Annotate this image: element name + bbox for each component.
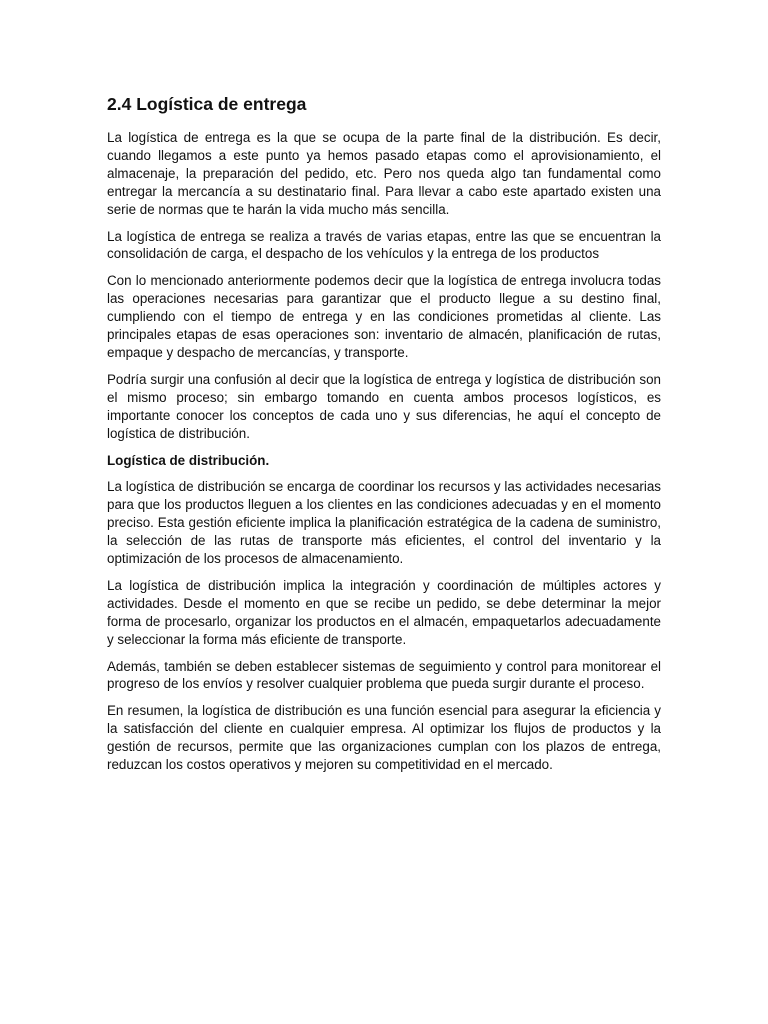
paragraph: La logística de entrega se realiza a través de varias etapas, entre las que se encuentran la consolidación de carga, el despacho de los vehículos y la entrega de los productos bbox=[107, 228, 661, 262]
paragraph: La logística de entrega es la que se ocupa de la parte final de la distribución. Es decir, cuando llegamos a este punto ya hemos pasado etapas como el aprovisionamiento, el almacenaje, la preparación del pedido, etc. Pero nos queda algo tan fundamental como entregar la mercancía a su destinatario final. Para llevar a cabo este apartado existen una serie de normas que te harán la vida mucho más sencilla. bbox=[107, 130, 661, 217]
subsection-heading: Logística de distribución. bbox=[107, 452, 270, 468]
paragraph: Además, también se deben establecer sistemas de seguimiento y control para monitorear el progreso de los envíos y resolver cualquier problema que pueda surgir durante el proceso. bbox=[107, 658, 661, 692]
document-page bbox=[107, 93, 661, 783]
paragraph: La logística de distribución implica la integración y coordinación de múltiples actores y actividades. Desde el momento en que se recibe un pedido, se debe determinar la mejor forma de procesarlo, organizar los productos en el almacén, empaquetarlos adecuadamente y seleccionar la forma más eficiente de transporte. bbox=[107, 577, 661, 647]
paragraph: Con lo mencionado anteriormente podemos decir que la logística de entrega involucra todas las operaciones necesarias para garantizar que el producto llegue a su destino final, cumpliendo con el tiempo de entrega y en las condiciones prometidas al cliente. Las principales etapas de esas operaciones son: inventario de almacén, planificación de rutas, empaque y despacho de mercancías, y transporte. bbox=[107, 273, 661, 360]
paragraph: En resumen, la logística de distribución es una función esencial para asegurar la eficiencia y la satisfacción del cliente en cualquier empresa. Al optimizar los flujos de productos y la gestión de recursos, permite que las organizaciones cumplan con los plazos de entrega, reduzcan los costos operativos y mejoren su competitividad en el mercado. bbox=[107, 703, 661, 773]
paragraph: La logística de distribución se encarga de coordinar los recursos y las actividades necesarias para que los productos lleguen a los clientes en las condiciones adecuadas y en el momento preciso. Esta gestión eficiente implica la planificación estratégica de la cadena de suministro, la selección de las rutas de transporte más eficientes, el control del inventario y la optimización de los procesos de almacenamiento. bbox=[107, 479, 661, 567]
section-heading: 2.4 Logística de entrega bbox=[107, 94, 307, 114]
paragraph: Podría surgir una confusión al decir que la logística de entrega y logística de distribución son el mismo proceso; sin embargo tomando en cuenta ambos procesos logísticos, es importante conocer los conceptos de cada uno y sus diferencias, he aquí el concepto de logística de distribución. bbox=[107, 371, 661, 441]
